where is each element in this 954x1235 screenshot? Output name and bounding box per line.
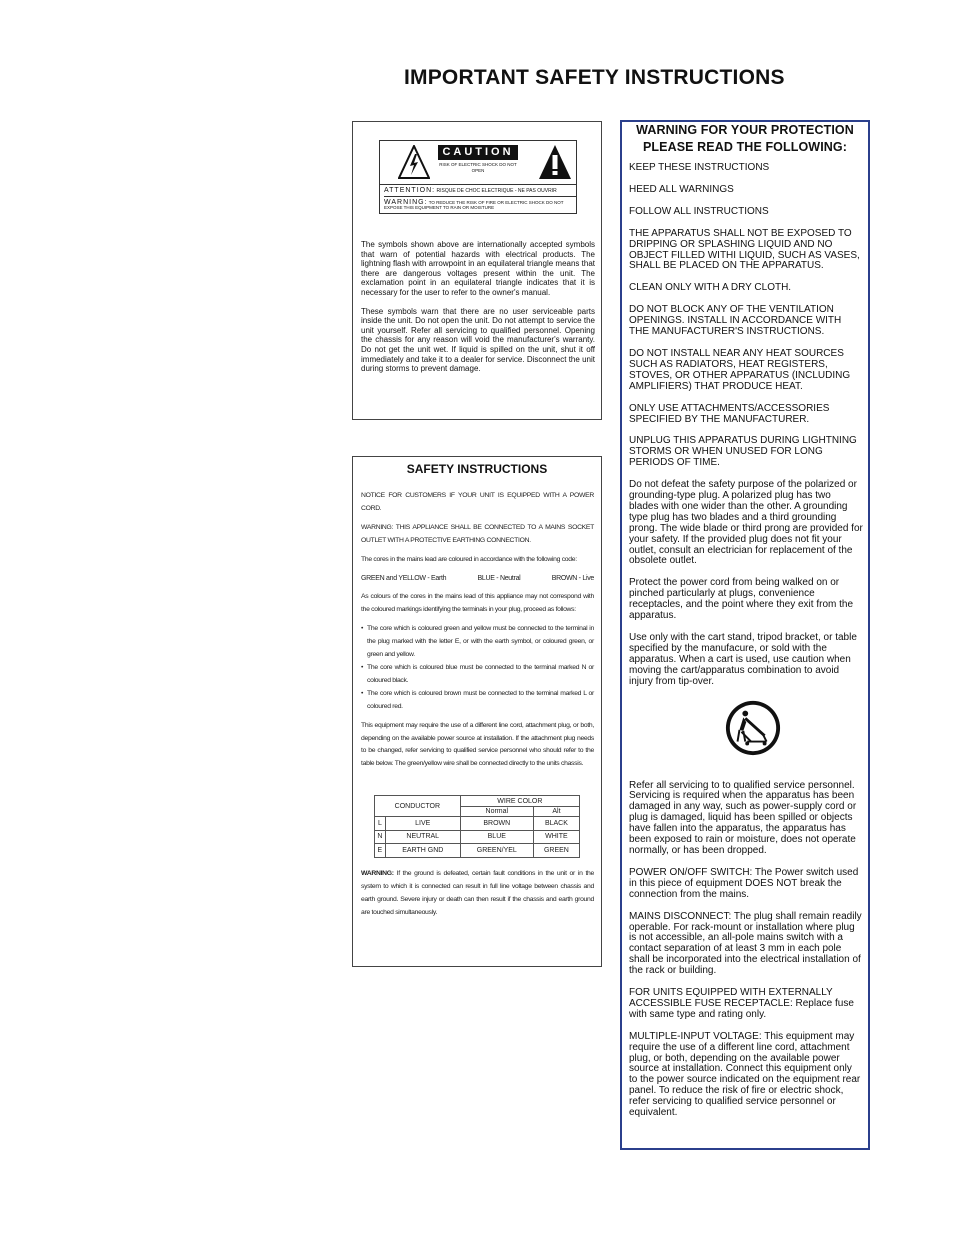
list-item: • The core which is coloured blue must be connected to the terminal marked N or coloured black.: [361, 662, 594, 688]
warning-item: Do not defeat the safety purpose of the polarized or grounding-type plug. A polarized plug has two blades with one wider than the other. A grounding type plug has two blades and a third grounding prong. The wide blade or third prong are provided for your safety. If the provided plug does not fit your outlet, consult an electrician for replacement of the obsolete outlet.: [629, 479, 863, 567]
table-cell: GREEN/YEL: [460, 844, 533, 858]
table-cell: EARTH GND: [385, 844, 460, 858]
table-cell: BROWN: [460, 817, 533, 831]
warning-item: MULTIPLE-INPUT VOLTAGE: This equipment may require the use of a different line cord, attachment plug, or both, depending on the available power source at installation. Connect this equipment only to the power source indicated on the equipment rear panel. To reduce the risk of fire or electric shock, refer servicing to qualified service personnel or equivalent.: [629, 1030, 861, 1119]
table-cell: E: [375, 844, 386, 858]
cart-tip-over-icon: [724, 699, 782, 757]
caution-paragraph: The symbols shown above are internationally accepted symbols that warn of potential hazards with electrical products. The lightning flash with arrowpoint in an equilateral triangle means that there are dangerous voltages present within the unit. The exclamation point in an equilateral triangle indicates that it is necessary for the user to refer to the owner's manual.: [361, 240, 595, 297]
safety-bullets: [361, 623, 594, 713]
warning-heading: [622, 122, 868, 156]
table-row: [375, 844, 580, 858]
safety-body: [361, 490, 594, 777]
safety-instructions-panel: [352, 456, 602, 967]
list-item: • The core which is coloured brown must be connected to the terminal marked L or coloured red.: [361, 688, 594, 714]
caution-panel: [352, 121, 602, 420]
ground-warning-text: If the ground is defeated, certain fault conditions in the unit or in the system to which it is connected can result in full line voltage between chassis and earth ground. Severe injury or death can then result if the chassis and earth ground are touched simultaneously.: [361, 870, 594, 916]
caution-label-top-row: [380, 141, 576, 185]
caution-subtext: RISK OF ELECTRIC SHOCK DO NOT OPEN: [439, 162, 517, 173]
warning-item: DO NOT BLOCK ANY OF THE VENTILATION OPENINGS. INSTALL IN ACCORDANCE WITH THE MANUFACTURER'S INSTRUCTIONS.: [629, 304, 842, 338]
warning-item: MAINS DISCONNECT: The plug shall remain readily operable. For rack-mount or installation where plug is not accessible, an all-pole mains switch with a contact separation of at least 3 mm in each pole shall be incorporated into the electrical installation of the rack or building.: [629, 910, 862, 977]
table-cell: LIVE: [385, 817, 460, 831]
lightning-triangle-icon: [398, 145, 430, 179]
caution-word: CAUTION: [438, 145, 518, 160]
safety-as-colours: As colours of the cores in the mains lead of this appliance may not correspond with the coloured markings identifying the terminals in your plug, proceed as follows:: [361, 593, 594, 614]
warning-heading-line: WARNING FOR YOUR PROTECTION: [636, 123, 854, 137]
ground-warning-label: WARNING:: [361, 870, 394, 877]
warning-text: TO REDUCE THE RISK OF FIRE OR ELECTRIC SHOCK DO NOT EXPOSE THIS EQUIPMENT TO RAIN OR MOISTURE: [384, 200, 564, 210]
warning-item: THE APPARATUS SHALL NOT BE EXPOSED TO DRIPPING OR SPLASHING LIQUID AND NO OBJECT FILLED WITHI LIQUID, SUCH AS VASES, SHALL BE PLACED ON THE APPARATUS.: [629, 227, 860, 272]
ground-warning: [361, 868, 594, 920]
color-code: BROWN - Live: [551, 574, 594, 582]
attention-line: [384, 187, 576, 197]
warning-panel: [620, 120, 870, 1150]
safety-warning-earth: WARNING: THIS APPLIANCE SHALL BE CONNECTED TO A MAINS SOCKET OUTLET WITH A PROTECTIVE EARTHING CONNECTION.: [361, 523, 594, 544]
table-row: [375, 830, 580, 844]
attention-word: ATTENTION:: [384, 187, 436, 194]
caution-label: [379, 140, 577, 214]
warning-item: DO NOT INSTALL NEAR ANY HEAT SOURCES SUCH AS RADIATORS, HEAT REGISTERS, STOVES, OR OTHER APPARATUS (INCLUDING AMPLIFIERS) THAT PRODUCE HEAT.: [629, 347, 851, 392]
alt-header: Alt: [533, 807, 579, 817]
safety-equipment-note: This equipment may require the use of a different line cord, attachment plug, or both, depending on the available power source at installation. If the attachment plug needs to be changed, refer servicing to qualified service personnel who should refer to the table below. The green/yellow wire shall be connected directly to the units chassis.: [361, 721, 594, 768]
warning-word: WARNING:: [384, 199, 428, 206]
table-row: [375, 817, 580, 831]
table-row: [375, 796, 580, 807]
warning-item: HEED ALL WARNINGS: [629, 183, 734, 195]
safety-cores-intro: The cores in the mains lead are coloured in accordance with the following code:: [361, 555, 577, 563]
warning-item: CLEAN ONLY WITH A DRY CLOTH.: [629, 282, 792, 294]
color-code-line: [361, 573, 594, 586]
page-title: IMPORTANT SAFETY INSTRUCTIONS: [404, 66, 785, 89]
warning-item: KEEP THESE INSTRUCTIONS: [629, 162, 770, 173]
warning-item: FOR UNITS EQUIPPED WITH EXTERNALLY ACCESSIBLE FUSE RECEPTACLE: Replace fuse with same type and rating only.: [629, 987, 854, 1020]
color-code: BLUE - Neutral: [477, 574, 521, 582]
warning-line: [384, 200, 576, 210]
normal-header: Normal: [460, 807, 533, 817]
exclamation-triangle-icon: [538, 144, 572, 180]
table-cell: N: [375, 830, 386, 844]
warning-item: Protect the power cord from being walked on or pinched particularly at plugs, convenience receptacles, and the point where they exit from the apparatus.: [629, 577, 854, 622]
warning-item: ONLY USE ATTACHMENTS/ACCESSORIES SPECIFIED BY THE MANUFACTURER.: [629, 402, 830, 425]
caution-description: [361, 240, 595, 383]
warning-item: UNPLUG THIS APPARATUS DURING LIGHTNING STORMS OR WHEN UNUSED FOR LONG PERIODS OF TIME.: [629, 435, 857, 469]
table-cell: BLUE: [460, 830, 533, 844]
table-cell: WHITE: [533, 830, 579, 844]
list-item: • The core which is coloured green and yellow must be connected to the terminal in the plug marked with the letter E, or with the earth symbol, or coloured green, or green and yellow.: [361, 623, 594, 662]
table-cell: NEUTRAL: [385, 830, 460, 844]
color-code: GREEN and YELLOW - Earth: [361, 574, 447, 582]
warning-item: POWER ON/OFF SWITCH: The Power switch used in this piece of equipment DOES NOT break the connection from the mains.: [629, 866, 859, 900]
warning-item: FOLLOW ALL INSTRUCTIONS: [629, 205, 769, 217]
safety-title: SAFETY INSTRUCTIONS: [406, 462, 548, 476]
safety-notice: NOTICE FOR CUSTOMERS IF YOUR UNIT IS EQUIPPED WITH A POWER CORD.: [361, 492, 594, 512]
wire-color-table: [374, 795, 580, 858]
warning-body: [629, 163, 863, 1130]
caution-paragraph: These symbols warn that there are no user serviceable parts inside the unit. Do not open the unit. Do not attempt to service the unit yourself. Refer all servicing to qualified personnel. Opening the chassis for any reason will void the manufacturer's warranty. Do not get the unit wet. If liquid is spilled on the unit, shut it off immediately and take it to a dealer for service. Disconnect the unit during storms to prevent damage.: [361, 306, 595, 374]
attention-text: RISQUE DE CHOC ELECTRIQUE - NE PAS OUVRIR: [436, 188, 557, 194]
wire-color-header: WIRE COLOR: [460, 796, 579, 807]
warning-heading-line: PLEASE READ THE FOLLOWING:: [643, 140, 847, 154]
warning-item: Use only with the cart stand, tripod bracket, or table specified by the manufacure, or sold with the apparatus. When a cart is used, use caution when moving the cart/apparatus combination to avoid injury from tip-over.: [629, 632, 857, 687]
table-cell: GREEN: [533, 844, 579, 858]
table-cell: BLACK: [533, 817, 579, 831]
table-cell: L: [375, 817, 386, 831]
conductor-header: CONDUCTOR: [375, 796, 461, 817]
warning-item: Refer all servicing to to qualified service personnel. Servicing is required when the apparatus has been damaged in any way, such as power-supply cord or plug is damaged, liquid has been spilled or objects have fallen into the apparatus, the apparatus has been exposed to rain or moisture, does not operate normally, or has been dropped.: [629, 779, 857, 856]
